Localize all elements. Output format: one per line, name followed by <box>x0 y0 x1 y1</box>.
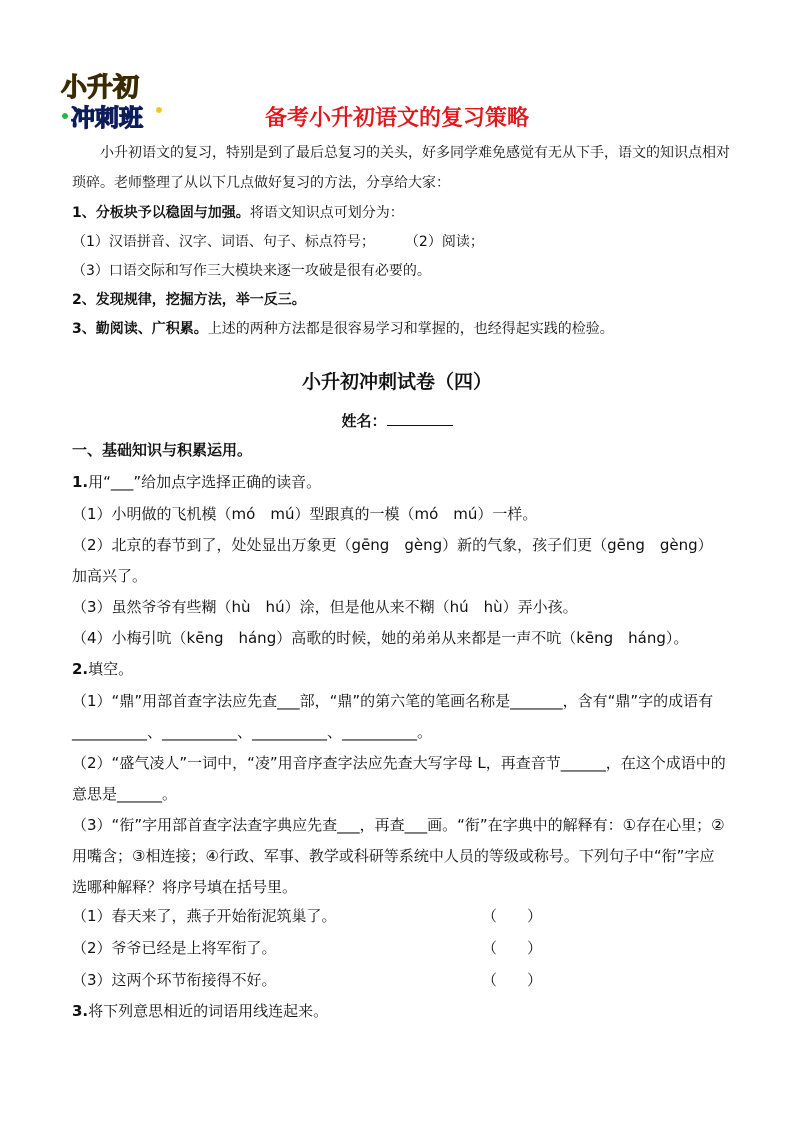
question-2-stem: 填空。 <box>88 660 134 678</box>
exam-title: 小升初冲刺试卷（四） <box>301 371 492 393</box>
answer-paren-3[interactable]: （ ） <box>482 971 543 989</box>
logo-line1: 小升初 <box>61 73 140 103</box>
tip-3-text: 上述的两种方法都是很容易学习和掌握的，也经得起实践的检验。 <box>207 321 614 337</box>
q1-item-3: （3）虽然爷爷有些糊（hù hú）涂，但是他从来不糊（hú hù）弄小孩。 <box>72 598 578 616</box>
q2-sentence-1-text: （1）春天来了，燕子开始衔泥筑巢了。 <box>72 907 337 925</box>
section-1-heading: 一、基础知识与积累运用。 <box>72 441 253 459</box>
question-2-number: 2. <box>72 660 89 678</box>
q2-sentence-2-text: （2）爷爷已经是上将军衔了。 <box>72 939 277 957</box>
q1-item-2-cont: 加高兴了。 <box>72 567 148 585</box>
tip-1-heading: 1、分板块予以稳固与加强。 <box>72 205 250 221</box>
tip-1 <box>72 203 734 223</box>
name-blank[interactable] <box>387 425 453 426</box>
answer-paren-2[interactable]: （ ） <box>482 939 543 957</box>
strategy-title: 备考小升初语文的复习策略 <box>264 106 529 131</box>
tip-1-sub-1b: （2）阅读； <box>404 234 484 250</box>
tip-3 <box>72 319 734 339</box>
question-3-stem: 将下列意思相近的词语用线连起来。 <box>88 1002 329 1020</box>
name-row <box>0 410 794 431</box>
q2-part-3: （3）“衔”字用部首查字法查字典应先查___，再查___画。“衔”在字典中的解释有：①存在心里；②用嘴含；③相连接；④行政、军事、教学或科研等系统中人员的等级或称号。下列句子中“衔”字应选哪种解释？将序号填在括号里。 <box>72 816 725 896</box>
question-1-number: 1. <box>72 473 89 491</box>
q1-item-1: （1）小明做的飞机模（mó mú）型跟真的一模（mó mú）一样。 <box>72 505 538 523</box>
question-1 <box>72 472 734 493</box>
tip-1-sub-1a: （1）汉语拼音、汉字、词语、句子、标点符号； <box>72 234 375 250</box>
q2-sentence-3 <box>72 970 734 991</box>
q1-item-2: （2）北京的春节到了，处处显出万象更（gēng gèng）新的气象，孩子们更（gēng gèng） <box>72 536 713 554</box>
question-3 <box>72 1001 734 1022</box>
tip-1-text: 将语文知识点可划分为： <box>249 205 404 221</box>
name-label: 姓名： <box>341 412 387 430</box>
question-1-stem: 用“___”给加点字选择正确的读音。 <box>88 473 322 491</box>
tip-1-sub-2: （3）口语交际和写作三大模块来逐一攻破是很有必要的。 <box>72 263 431 279</box>
question-2 <box>72 659 734 680</box>
q2-part-1: （1）“鼎”用部首查字法应先查___部，“鼎”的第六笔的笔画名称是_______，含有“鼎”字的成语有__________、__________、__________、__________。 <box>72 692 714 741</box>
tip-1-sub-1 <box>72 232 734 252</box>
tip-2: 2、发现规律，挖掘方法，举一反三。 <box>72 292 306 308</box>
q1-item-4: （4）小梅引吭（kēng háng）高歌的时候，她的弟弟从来都是一声不吭（kēng háng）。 <box>72 629 689 647</box>
q2-sentence-3-text: （3）这两个环节衔接得不好。 <box>72 971 277 989</box>
strategy-intro: 小升初语文的复习，特别是到了最后总复习的关头，好多同学难免感觉有无从下手，语文的知识点相对琐碎。老师整理了从以下几点做好复习的方法，分享给大家： <box>72 145 730 191</box>
q2-part-2: （2）“盛气凌人”一词中，“凌”用音序查字法应先查大写字母 L，再查音节______，在这个成语中的意思是______。 <box>72 754 726 803</box>
answer-paren-1[interactable]: （ ） <box>482 907 543 925</box>
q2-sentence-2 <box>72 938 734 959</box>
q2-sentence-1 <box>72 906 734 927</box>
question-3-number: 3. <box>72 1002 89 1020</box>
logo-line2: 冲刺班 <box>71 104 143 132</box>
tip-3-heading: 3、勤阅读、广积累。 <box>72 321 208 337</box>
